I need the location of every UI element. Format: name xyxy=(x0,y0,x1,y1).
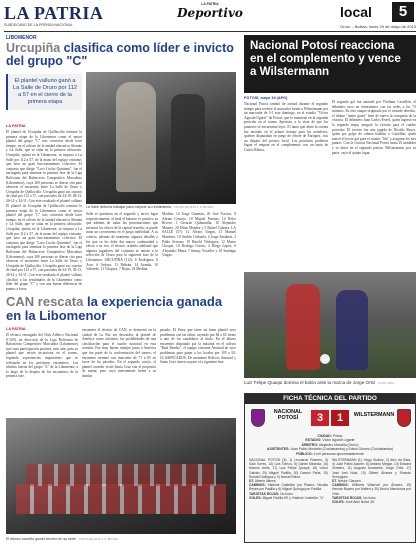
headline: Nacional Potosí reacciona en el complemento y vence a Wilstermann xyxy=(250,39,401,78)
right-byline: POTOSÍ, mayo 19 (APG) xyxy=(244,96,288,100)
article2-byline: LA PATRIA xyxy=(6,327,26,331)
article-title-lead: Urcupiña xyxy=(6,41,61,55)
article-column-1b: El plantel de Urcupiña de Quillacollo terminó la primera etapa de la Libomenor como el mejor plantel del grupo "C" tras concretar desde hace tiempo, en el coliseo de la unidad educativa Alemán y La Salle, que se sitúa en la primera ubicación. Urcupiña, quinta en la Libomenor, se impuso a La Salle por 112 a 57, de la mano del equipo visitante, que tuvo un gran funcionamiento colectivo. El conjunto que dirige "Loco Lucho Quintana", fue el encargado para terminar la primera fase de la Liga Boliviana del Baloncesto Competitivo Masculino (Libomenor), cuya 200 personas se dieron cita para observar el encuentro entre La Salle de Oruro y Urcupiña de Quillacollo. Urcupiña ganó sus cuartos de final por 112 a 57, con parciales de 24-19, 28-13, 26-14 y 34-11. Con este resultado el plantel valluno clasificó a las semifinales de la Libomenor como líder del grupo "C" y con una buena diferencia de puntos a favor. xyxy=(6,204,82,291)
section-logo-top: LA PATRIA xyxy=(201,2,219,6)
article-column-1: El plantel de Urcupiña de Quillacollo terminó la primera etapa de la Libomenor como el mejor plantel del grupo "C" tras concretar desde hace tiempo, en el coliseo de la unidad educativa Alemán y La Salle, que se sitúa en la primera ubicación. Urcupiña, quinta en la Libomenor, se impuso a La Salle por 112 a 57, de la mano del equipo visitante, que tuvo un gran funcionamiento colectivo. El conjunto que dirige "Loco Lucho Quintana", fue el encargado para terminar la primera fase de la Liga Boliviana del Baloncesto Competitivo Masculino (Libomenor), cuya 200 personas se dieron cita para observar el encuentro entre La Salle de Oruro y Urcupiña de Quillacollo. Urcupiña ganó sus cuartos de final por 112 a 57, con parciales de 24-19, 28-13, 26-14 y 34-11. Con este resultado el plantel valluno xyxy=(6,130,82,203)
ficha-title: FICHA TÉCNICA DEL PARTIDO xyxy=(245,394,415,404)
masthead-tagline: SUBDECANO DE LA PRENSA NACIONAL xyxy=(4,23,73,27)
article-kicker: LIBOMENOR xyxy=(6,35,37,41)
match-info: CIUDAD: Potosí ESTADIO: Víctor Agustín Ugarte ÁRBITRO: Alejandro Mancilla (Oruro) ASISTENTES: Juan Pablo Montaño (Cochabamba) y Edwin Gómez (Cochabamba) PÚBLICO: 4 mil personas aproximadamente xyxy=(267,434,393,456)
lineups xyxy=(245,456,415,506)
right-column-1: Nacional Potosí cambió de actitud durante el segundo tiempo para revertir el marcador frente a Wilstermann por un marcador de 3-1 este domingo, en el estadio "Víctor Agustín Ugarte" de Potosí, que le mantiene en la segunda posición en el torneo Apertura, a la vista de que los punteros se encuentran lejos. El tanto que abrió la cuenta fue anotado en el primer tiempo para los aviadores, quienes disputaban en juego de rebote de Enriquez, tras un disparo del portero local. Los potosinos pudieron lograr el empate en el complemento con un tanto de Carlos Ribera. xyxy=(244,102,328,152)
photo-caption: El plantel valluno ganó a La Salle de Oruro por 112 a 57 en el cierre de la primera etapa xyxy=(13,78,77,105)
page-number: 5 xyxy=(392,2,414,22)
article-column-2: Salle se quedaron en el segundo y tercer lugar respectivamente, al final el balance es positivo ya que además de todas las presentaciones que tuvieron los chicos de la capital orureña, se puede notar un crecimiento en el juego individual. A su criterio, además de mantener algunos detalles a los que se les debe dar mayor continuidad y elevar a su vez, el técnico orureño adelantó que algunos jugadores del conjunto se unirán a la selección de Oruro para la siguiente fase de la Libomenor. URCUPIÑA (112): 6 Rodríguez, 8 Arce, 6 Ardaya, 13 Beltrán, 14 Aranda, 10 Valverde, 11 Vásquez, 7 Rojas, 24 Medina. xyxy=(86,212,158,272)
away-team: WILSTERMANN xyxy=(353,412,395,418)
football-photo xyxy=(244,272,416,378)
away-score: 1 xyxy=(331,410,349,426)
photo-credit: FOTOS DE OLTA J. S. BOYEN xyxy=(174,205,214,209)
football-photo-credit: FOTO: APG xyxy=(378,381,394,385)
photo-caption-box xyxy=(6,74,82,110)
home-lineup-block: NACIONAL POTOSÍ (3): 1) Leonardo Romero, 3) Saúl Torres, 13) Luis Torrico, 5) Daniel Miranda, 15) Marcos Arela, 17) Luiz Felipe Quaqui, 18) Víctor Galván, 20) Miguel Padilla, 30) Darwin Peña, 10) Ronald Gallegos y 9) Harold Reina. DT. Alberto Illanes. CAMBIOS: Vladimir Castellón por Pizarro, Nicolás Reyes por Padilla y 6) Miguel Quiroga por Padilla. TARJETAS ROJAS: No hubo. GOLES: Miguel Padilla 69' y Vladimir Castellón 74' xyxy=(249,458,328,500)
masthead xyxy=(4,4,154,28)
headline-band xyxy=(244,35,416,93)
right-column-2: El segundo gol fue anotado por Vladimir Castellón, el delantero tuvo un reencuentro con las redes a los 73 minutos. En otro ataque originado por el costado derecho, el último "tanito gustó" bien de nuevo la conquista de la victoria. El delantero Juan Carlos Ferrel, quien ingresó en la segunda etapa, aseguró la victoria para el cuadro potosino. El tercero fue una jugada de Nicolás Reyes, quien por golpe de cabeza habilitó a Castellón, quien marcó el tercer gol para el cuadro "lila" y asegurar los tres puntos. Con la victoria Nacional Potosí suma 25 unidades y se ubica en el segundo puesto, Wilstermann, por su parte, cayó al quinto lugar. xyxy=(332,100,416,155)
article2-column-2: encuentro el técnico de CAN, se demostró en la ciudad de La Paz sin descuidar, al plantel de América como sufrimos, las posibilidades de una clasificación para el cuadro nacional en esta ocasión. Fue muy bueno trabajar junto a América que fue parte de la conformación del torneo, el encuentro terminó con marcador de 71 a 85 en favor de los paceños. En el segundo cotejo, el plantel orureño visitó Santa Cruz con el propósito de sumar, pero cayó nuevamente frente a su similar. xyxy=(82,328,156,378)
masthead-title: LA PATRIA xyxy=(4,3,104,23)
article-column-3: Medina, 14 Jorge Guzmán, 20 José Torrico, 8 Adrian Cornejo, 10 Miguel Fuentes, 14 Néfer Rivero, 3 Gerardo Quintanilla, 10 Alejandro Manero, 20 Dilan Mendez y 5 Rafael Cabrera. LA SALLE (57): 12 Álvaro Vargas, 13 Manuel Martínez, 10 Andrés Orihuela, 4 Jorge Sanabria, 2 Pablo Serrano, 10 Harold Velásquez, 12 Mateo Choque, 10 Rodrigo García, 4 Diego López, 6 Alejandro Mena, 7 Jimmy Vocaflor y 10 Santiago Vargas. xyxy=(162,212,236,258)
byline: LA PATRIA xyxy=(6,124,26,128)
home-shield-icon xyxy=(251,409,265,427)
team-photo xyxy=(6,418,236,534)
home-score: 3 xyxy=(311,410,329,426)
scoreboard xyxy=(245,404,415,434)
away-shield-icon xyxy=(397,409,411,427)
basketball-photo xyxy=(86,72,236,204)
section-logo-name: Deportivo xyxy=(177,6,243,20)
article-title-rest: clasifica como líder e invicto del grupo "C" xyxy=(6,41,234,68)
footer-credit: FOTOS DE OLTA J. S. BOYEN xyxy=(78,537,118,541)
section-name: local xyxy=(340,4,372,20)
main-photo xyxy=(6,72,236,204)
footer-caption: El elenco orureño quedó tercero en su serie FOTOS DE OLTA J. S. BOYEN xyxy=(6,537,118,541)
dateline: Oruro – Bolivia, lunes 20 de mayo de 2013 xyxy=(340,24,416,29)
article2-column-3: pasado, El Paisa que tiene un buen plantel tuvo problemas con las faltas, cayendo por 84 a 65 frente a uno de los candidatos al título. En el último encuentro disputado por la máxima en el coliseo "Rafa Bendiz", el equipo visitante Amistad no tuvo problemas para ganar a los locales por 105 a 92. CLASIFICADOS. De momento Bolivar, Amistad y Santa Cruz tienen su pase a la siguiente fase. xyxy=(160,328,236,365)
section-logo xyxy=(176,2,244,24)
article2-column-1: El técnico encargado del Club Atlético Nacional (CAN), en dirección de la Liga Boliviana de Baloncesto Competitivo Masculino (Libomenor) tuvo una participación positiva, más aún, para su plantel que recién incursiona en el torneo, logrando experiencias importantes que se reflejarán en los próximos encuentros. Los últimos fueron del grupo "A" de la Libomenor, a lo largo de la disputa de los encuentros de la primera fase. xyxy=(6,333,78,379)
away-lineup-block: WILSTERMANN (1): Hugo Suárez, 2) Alex da Silva, 4) Juan Pablo Aponte, 8) Antonio Meígar, 10) Edward Zenteno, 11) Augusto Andaveris, Jorge Ortiz, 17) José Arel Nola, 10) Gilbert Álvarez y Ricardo Verduguez. DT. Néstor Clausen. CAMBIOS: Williams Villarroel por Álvarez, 19) Hernán Boyero por Mellen y 20) Bruno Mendonca por Ortiz. TARJETAS ROJAS: No hubo. GOLES: José Ariel Nolez 36'. xyxy=(332,458,411,505)
home-team: NACIONAL POTOSÍ xyxy=(273,409,303,422)
ficha-box xyxy=(244,393,416,543)
photo-caption-2: La Salle debería trabajar para mejorar su rendimiento FOTOS DE OLTA J. S. BOYEN xyxy=(86,205,214,209)
football-photo-caption: Luiz Felipe Quaqui domina el balón ante la marca de Jorge Ortiz FOTO: APG xyxy=(244,380,394,385)
header-divider xyxy=(4,31,416,32)
article2-title-lead: CAN rescata xyxy=(6,294,84,309)
article2-title-rest: la experiencia ganada en la Libomenor xyxy=(6,294,223,323)
article2-title xyxy=(6,295,238,323)
article-title xyxy=(6,42,238,68)
